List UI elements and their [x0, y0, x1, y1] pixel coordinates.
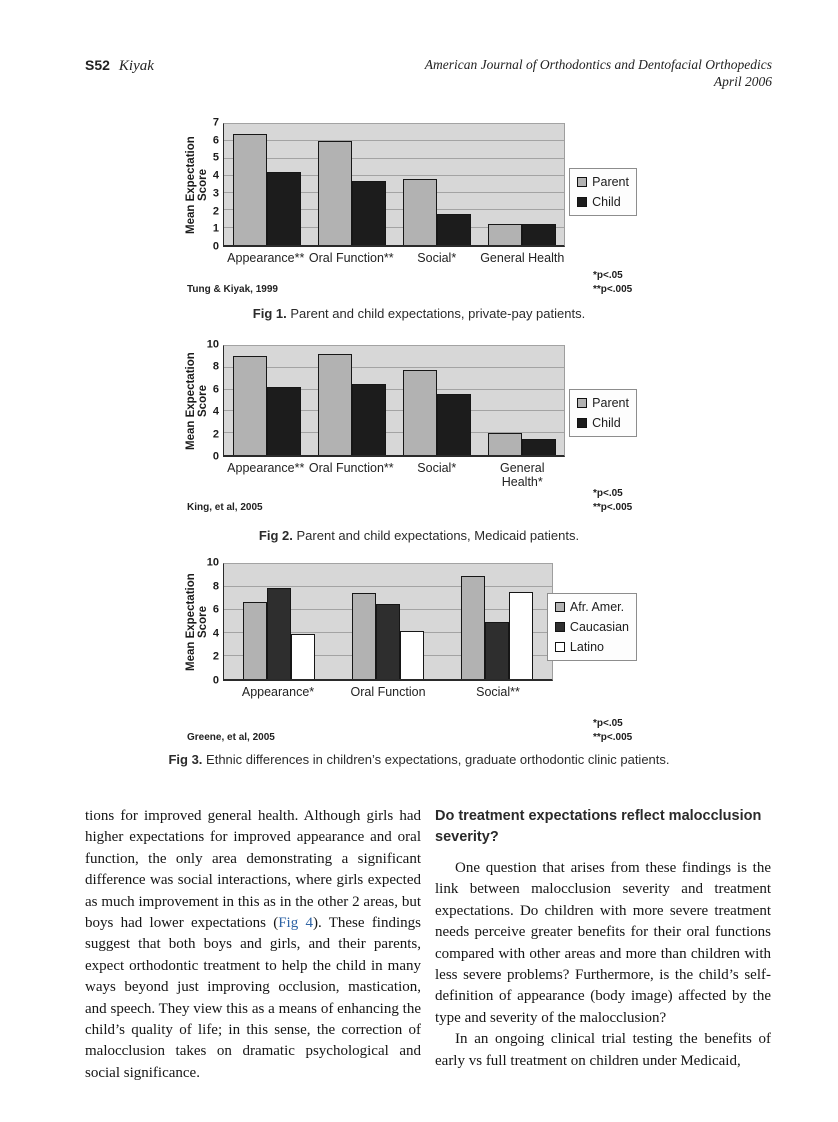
legend-item [577, 195, 629, 209]
bar [267, 588, 291, 679]
legend-swatch-icon [577, 177, 587, 187]
bar [488, 433, 522, 455]
note-line: *p<.05 [593, 270, 623, 281]
x-axis-labels [223, 251, 565, 265]
figure-2-caption [0, 528, 838, 543]
bar [233, 356, 267, 455]
figure-2-chart [185, 338, 665, 517]
legend-label: Child [592, 416, 621, 430]
bar-group [479, 124, 564, 245]
note-line: *p<.05 [593, 718, 623, 729]
legend-label: Caucasian [569, 620, 629, 634]
x-category-label: Appearance* [241, 685, 315, 699]
legend-swatch-icon [555, 642, 565, 652]
body-columns [85, 806, 771, 1084]
body-paragraph: One question that arises from these findings is the link between malocclusion severity and treatment expectations. Do children with more severe treatment needs perceive greater benefits for their oral functions compared with other areas and more than children with less severe problems? Furthermore, is the child’s self-definition of appearance (body image) affected by the type and severity of the malocclusion? [435, 860, 771, 1026]
legend-item [577, 175, 629, 189]
plot-area [223, 345, 565, 457]
legend-item [577, 416, 629, 430]
chart-source: Greene, et al, 2005 [187, 732, 275, 743]
note-line: **p<.005 [593, 732, 633, 743]
bar [267, 387, 301, 455]
y-axis-ticks [201, 338, 223, 463]
y-tick-label: 8 [212, 580, 219, 593]
figure-1-chart [185, 116, 665, 299]
bar [437, 214, 471, 245]
figure-label: Fig 2. [258, 528, 293, 543]
section-heading: Do treatment expectations reflect malocclusion severity? [435, 808, 762, 845]
figure-caption-text: Parent and child expectations, Medicaid patients. [296, 528, 580, 543]
bar [400, 631, 424, 679]
figure-1-caption [0, 306, 838, 321]
y-tick-label: 0 [212, 674, 219, 687]
y-tick-label: 5 [212, 151, 219, 164]
bar [318, 354, 352, 455]
note-line: *p<.05 [593, 488, 623, 499]
bar [291, 634, 315, 679]
bar [437, 394, 471, 455]
plot-column [223, 345, 565, 489]
bar [461, 576, 485, 680]
chart-legend [569, 168, 637, 216]
running-header-left [85, 57, 154, 75]
plot-area [223, 123, 565, 247]
legend-swatch-icon [577, 398, 587, 408]
bar-group [224, 564, 333, 679]
bar [485, 622, 509, 680]
y-tick-label: 3 [212, 187, 219, 200]
y-tick-label: 6 [212, 603, 219, 616]
bar-group [309, 346, 394, 455]
legend-label: Parent [592, 396, 629, 410]
legend-item [555, 600, 629, 614]
bar-group [394, 124, 479, 245]
chart-source: King, et al, 2005 [187, 502, 263, 513]
legend-swatch-icon [577, 197, 587, 207]
issue-date: April 2006 [713, 74, 772, 89]
bar [509, 592, 533, 679]
chart-legend [569, 389, 637, 437]
y-tick-label: 10 [206, 338, 219, 351]
figure-caption-text: Ethnic differences in children’s expectations, graduate orthodontic clinic patients. [206, 752, 670, 767]
bar [403, 179, 437, 245]
y-tick-label: 6 [212, 134, 219, 147]
fig4-link[interactable]: Fig 4 [278, 915, 313, 932]
y-tick-label: 0 [212, 240, 219, 253]
x-axis-labels [223, 461, 565, 489]
legend-label: Parent [592, 175, 629, 189]
note-line: **p<.005 [593, 284, 633, 295]
y-axis-label: Mean Expectation Score [185, 352, 209, 450]
significance-notes [593, 269, 632, 297]
bar [243, 602, 267, 679]
y-tick-label: 1 [212, 222, 219, 235]
figure-label: Fig 3. [168, 752, 203, 767]
x-category-label: Social* [417, 461, 457, 475]
legend-label: Child [592, 195, 621, 209]
paragraph-text: ). These findings suggest that both boys and girls, and their parents, expect orthodontic treatment to help the child in many ways beyond just improving occlusion, mastication, and speech. They view this as a means of enhancing the child’s quality of life; in this sense, the correction of malocclusion takes on dramatic psychological and social significance. [85, 915, 421, 1081]
bar [522, 224, 556, 245]
bar-group [224, 124, 309, 245]
bar [522, 439, 556, 455]
bar-group [479, 346, 564, 455]
bar-group [394, 346, 479, 455]
bar [233, 134, 267, 245]
bar [488, 224, 522, 245]
x-category-label: Oral Function** [308, 251, 394, 265]
legend-label: Latino [569, 640, 604, 654]
journal-title: American Journal of Orthodontics and Dentofacial Orthopedics [424, 57, 772, 72]
x-category-label: Social* [417, 251, 457, 265]
y-axis-ticks [201, 556, 223, 687]
y-tick-label: 4 [212, 169, 219, 182]
running-author: Kiyak [118, 58, 154, 74]
legend-item [555, 640, 629, 654]
figure-3-caption [0, 752, 838, 767]
bar-group [309, 124, 394, 245]
plot-column [223, 123, 565, 265]
x-category-label: Oral Function [350, 685, 426, 699]
legend-swatch-icon [577, 418, 587, 428]
paragraph-text: tions for improved general health. Although girls had higher expectations for improved appearance and oral function, the only area demonstrating a significant difference was social interactions, where girls expected as much improvement in this as in the other 2 areas, but boys had lower expectations ( [85, 808, 421, 932]
y-tick-label: 4 [212, 627, 219, 640]
chart-source: Tung & Kiyak, 1999 [187, 284, 278, 295]
figure-caption-text: Parent and child expectations, private-pay patients. [290, 306, 586, 321]
bar-group [443, 564, 552, 679]
bar-group [224, 346, 309, 455]
x-axis-labels [223, 685, 553, 699]
y-tick-label: 4 [212, 405, 219, 418]
plot-area [223, 563, 553, 681]
x-category-label: Oral Function** [308, 461, 394, 475]
x-category-label: Appearance** [227, 461, 305, 475]
right-column [435, 806, 771, 1084]
bar [403, 370, 437, 455]
legend-item [555, 620, 629, 634]
body-paragraph: In an ongoing clinical trial testing the benefits of early vs full treatment on children under Medicaid, [435, 1031, 771, 1069]
chart-legend [547, 593, 637, 661]
legend-item [577, 396, 629, 410]
bar [267, 172, 301, 245]
y-axis-ticks [201, 116, 223, 253]
bar [352, 384, 386, 455]
x-category-label: General Health [480, 251, 565, 265]
legend-label: Afr. Amer. [569, 600, 625, 614]
y-axis-label: Mean Expectation Score [185, 573, 209, 671]
significance-notes [593, 487, 632, 515]
y-tick-label: 2 [212, 650, 219, 663]
bar [352, 593, 376, 679]
y-tick-label: 8 [212, 360, 219, 373]
plot-column [223, 563, 553, 699]
y-tick-label: 10 [206, 556, 219, 569]
y-tick-label: 6 [212, 383, 219, 396]
figure-3-chart [185, 556, 665, 747]
page-number: S52 [85, 57, 110, 73]
bar [376, 604, 400, 679]
x-category-label: Social** [476, 685, 520, 699]
x-category-label: Appearance** [227, 251, 305, 265]
running-header-right [425, 56, 772, 90]
legend-swatch-icon [555, 602, 565, 612]
y-axis-label: Mean Expectation Score [185, 136, 209, 234]
legend-swatch-icon [555, 622, 565, 632]
y-tick-label: 2 [212, 428, 219, 441]
figure-label: Fig 1. [252, 306, 287, 321]
note-line: **p<.005 [593, 502, 633, 513]
left-column [85, 806, 421, 1084]
body-paragraph [85, 806, 421, 1084]
y-tick-label: 0 [212, 450, 219, 463]
bar [318, 141, 352, 245]
y-tick-label: 7 [212, 116, 219, 129]
bar-group [333, 564, 442, 679]
significance-notes [593, 717, 632, 745]
x-category-label: General Health* [500, 461, 545, 489]
y-tick-label: 2 [212, 205, 219, 218]
bar [352, 181, 386, 245]
